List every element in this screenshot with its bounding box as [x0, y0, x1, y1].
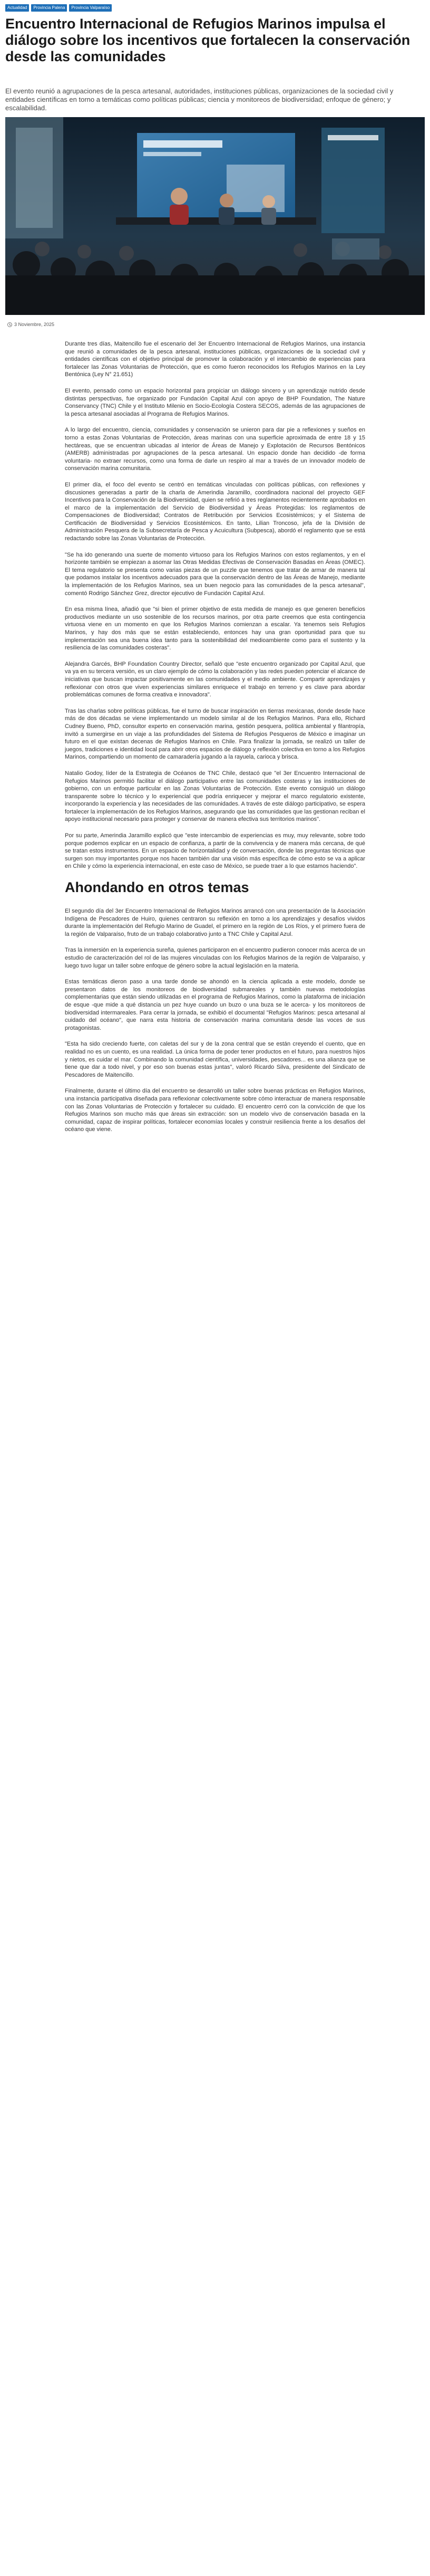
- article-paragraph: Natalio Godoy, líder de la Estrategia de Océanos de TNC Chile, destacó que "el 3er Encuentro Internacional de Refugios Marinos permitió facilitar el diálogo participativo entre las comunidades costeras y las instituciones de gobierno, con un enfoque particular en las Zonas Voluntarias de Protección. Este evento consiguió un diálogo transparente sobre lo técnico y lo experiencial que podría enriquecer y mejorar el marco regulatorio existente, incorporando la experiencia y las necesidades de las comunidades. A través de este diálogo participativo, se espera fortalecer la implementación de los Refugios Marinos, asegurando que las comunidades que las gestionan reciban el apoyo institucional necesario para proteger y conservar de manera efectiva sus territorios marinos".: [65, 770, 365, 823]
- article-paragraph: Alejandra Garcés, BHP Foundation Country Director, señaló que "este encuentro organizado por Capital Azul, que va ya en su tercera versión, es un claro ejemplo de cómo la colaboración y las redes pueden potenciar el alcance de iniciativas que buscan impactar positivamente en las comunidades y el medio ambiente. Compartir aprendizajes y reflexionar con otros que viven experiencias similares enriquece el trabajo en terreno y es clave para abordar problemáticas comunes de forma creativa e innovadora".: [65, 660, 365, 698]
- article-paragraph: Durante tres días, Maitencillo fue el escenario del 3er Encuentro Internacional de Refugios Marinos, una instancia que reunió a comunidades de la pesca artesanal, instituciones públicas, organizaciones de la sociedad civil y entidades científicas con el objetivo principal de promover la colaboración y el intercambio de experiencias para fortalecer las Zonas Voluntarias de Protección, que es como fueron reconocidos los Refugios Marinos en la Ley Bentónica (Ley N° 21.651): [65, 341, 365, 378]
- article-section: [65, 340, 365, 870]
- article-paragraph: Por su parte, Amerindia Jaramillo explicó que "este intercambio de experiencias es muy, muy relevante, sobre todo porque podemos explicar en un espacio de confianza, a partir de la convivencia y de manera más cercana, de qué se tratan estos instrumentos. En un espacio de horizontalidad y de conversación, donde las preguntas técnicas que surgen son muy importantes porque nos hacen también dar una visión más específica de cómo esto se va a aplicar en Chile y cómo la experiencia internacional, en este caso de México, se puede traer a lo que estamos haciendo".: [65, 832, 365, 870]
- article-body: [65, 340, 365, 1142]
- category-tags: [5, 4, 112, 12]
- conference-photo-illustration: [5, 117, 425, 315]
- article-paragraph: En esa misma línea, añadió que "si bien el primer objetivo de esta medida de manejo es que generen beneficios productivos mediante un uso sostenible de los recursos marinos, por otra parte creemos que esta contingencia virtuosa viene en un momento en que los Refugios Marinos comienzan a escalar. Ya tenemos seis Refugios Marinos, y hay dos más que se están estableciendo, entonces hay una gran oportunidad para que su implementación sea una buena idea tanto para la sostenibilidad del medioambiente como para el sustento y la resiliencia de las comunidades costeras".: [65, 606, 365, 652]
- article-paragraph: Finalmente, durante el último día del encuentro se desarrolló un taller sobre buenas prácticas en Refugios Marinos, una instancia participativa diseñada para reflexionar colectivamente sobre cómo interactuar de manera responsable con las Zonas Voluntarias de Protección y fortalecer su cuidado. El encuentro cerró con la convicción de que los Refugios Marinos son mucho más que áreas sin extracción: son un modelo vivo de conservación basada en la comunidad, capaz de inspirar políticas, fortalecer economías locales y construir resiliencia frente a los desafíos del océano que viene.: [65, 1088, 365, 1133]
- conference-photo: [5, 117, 425, 315]
- article-paragraph: "Esta ha sido creciendo fuerte, con caletas del sur y de la zona central que se están creyendo el cuento, que en realidad no es un cuento, es una realidad. La única forma de poder tener productos en el futuro, para nuestros hijos y nietos, es cuidar el mar. Combinando la comunidad científica, universidades, pescadores... es una alianza que se tiene que dar a todo nivel, y por eso son buenas estas juntas", valoró Ricardo Silva, presidente del Sindicato de Pescadores de Maitencillo.: [65, 1041, 365, 1078]
- clock-icon: [7, 322, 12, 327]
- article-paragraph: Tras la inmersión en la experiencia sureña, quienes participaron en el encuentro pudieron conocer más acerca de un estudio de caracterización del rol de las mujeres vinculadas con los Refugios Marinos de la región de Valparaíso, y luego tuvo lugar un taller sobre enfoque de género sobre la actual legislación en la materia.: [65, 947, 365, 969]
- article-paragraph: Estas temáticas dieron paso a una tarde donde se ahondó en la ciencia aplicada a este modelo, donde se presentaron datos de los monitoreos de biodiversidad submareales y también nuevas metodologías complementarias que están siendo utilizadas en el programa de Refugios Marinos, como la plataforma de iniciación de esque -que mide a qué distancia un pez huye cuando un buzo o una buza se le acerca- y los monitoreos de biodiversidad intermareales. Para cerrar la jornada, se exhibió el documental "Refugios Marinos: pesca artesanal al cuidado del océano", que narra esta historia de conservación marina comunitaria desde las voces de sus protagonistas.: [65, 979, 365, 1031]
- article-paragraph: El primer día, el foco del evento se centró en temáticas vinculadas con políticas públicas, con reflexiones y discusiones generadas a partir de la charla de Amerindia Jaramillo, coordinadora nacional del proyecto GEF Incentivos para la Conservación de la Biodiversidad, quien se refirió a tres reglamentos recientemente aprobados en el marco de la implementación del Servicio de Biodiversidad y Áreas Protegidas: los reglamentos de Compensaciones de Biodiversidad; Contratos de Retribución por Servicios Ecosistémicos; y el Sistema de Certificación de Biodiversidad y Servicios Ecosistémicos. En tanto, Lilian Troncoso, jefa de la División de Administración Pesquera de la Subsecretaría de Pesca y Acuicultura (Subpesca), abordó el reglamento que se está redactando sobre las Zonas Voluntarias de Protección.: [65, 481, 365, 542]
- article-paragraph: "Se ha ido generando una suerte de momento virtuoso para los Refugios Marinos con estos reglamentos, y en el horizonte también se empiezan a asomar las Otras Medidas Efectivas de Conservación Basadas en Áreas (OMEC). El tema regulatorio se presenta como varias piezas de un puzzle que tenemos que tratar de armar de manera tal que podamos instalar los incentivos adecuados para que la conservación dentro de las Áreas de Manejo, mediante la implementación de los Refugios Marinos, sea un buen negocio para las comunidades de la pesca artesanal", comentó Rodrigo Sánchez Grez, director ejecutivo de Fundación Capital Azul.: [65, 551, 365, 597]
- article-title: Encuentro Internacional de Refugios Marinos impulsa el diálogo sobre los incentivos que fortalecen la conservación desde las comunidades: [5, 16, 411, 64]
- category-tag[interactable]: Provincia Palena: [31, 4, 67, 12]
- publish-date: [7, 322, 54, 327]
- article-paragraph: El segundo día del 3er Encuentro Internacional de Refugios Marinos arrancó con una presentación de la Asociación Indígena de Pescadores de Huiro, quienes centraron su reflexión en torno a los aprendizajes y desafíos vividos durante la implementación del Refugio Marino de Guadel, el primero en la región de Los Ríos, y el primero fuera de la región de Valparaíso, fruto de un trabajo colaborativo junto a TNC Chile y Capital Azul.: [65, 908, 365, 937]
- article-section: [65, 879, 365, 1134]
- category-tag[interactable]: Actualidad: [5, 4, 29, 12]
- article-paragraph: El evento, pensado como un espacio horizontal para propiciar un diálogo sincero y un aprendizaje nutrido desde distintas perspectivas, fue organizado por Fundación Capital Azul con apoyo de BHP Foundation, The Nature Conservancy (TNC) Chile y el Instituto Milenio en Socio-Ecología Costera SECOS, además de las agrupaciones de la pesca artesanal asociadas al Programa de Refugios Marinos.: [65, 387, 365, 417]
- publish-date-text: 3 Noviembre, 2025: [14, 322, 55, 327]
- article-paragraph: Tras las charlas sobre políticas públicas, fue el turno de buscar inspiración en tierras mexicanas, donde desde hace más de dos décadas se viene implementando un modelo similar al de los Refugios Marinos. Para ello, Richard Cudney Bueno, PhD, consultor experto en conservación marina, gestión pesquera, política ambiental y filantropía, invitó a sumergirse en un viaje a las profundidades del Sistema de Refugios Pesqueros de México e imaginar un futuro en el que existan decenas de Refugios Marinos en Chile. Para finalizar la jornada, se realizó un taller de juegos, tradiciones e identidad local para abrir otros espacios de diálogo y reflexión colectiva en torno a los Refugios Marinos, compartiendo un momento de camaradería jugando a la rayuela, carioca y brisca.: [65, 707, 365, 761]
- section-heading: Ahondando en otros temas: [65, 879, 249, 896]
- article-lead: El evento reunió a agrupaciones de la pesca artesanal, autoridades, instituciones públicas, organizaciones de la sociedad civil y entidades científicas en torno a temáticas como políticas públicas; ciencia y monitoreos de biodiversidad; enfoque de género; y escalabilidad.: [5, 87, 394, 112]
- category-tag[interactable]: Provincia Valparaíso: [69, 4, 112, 12]
- article-paragraph: A lo largo del encuentro, ciencia, comunidades y conservación se unieron para dar pie a reflexiones y sueños en torno a estas Zonas Voluntarias de Protección, áreas marinas con una superficie aproximada de entre 18 y 15 hectáreas, que se encuentran ubicadas al interior de Áreas de Manejo y Explotación de Recursos Bentónicos (AMERB) administradas por agrupaciones de la pesca artesanal. Un espacio donde han decidido -de forma voluntaria- no extraer recursos, como una forma de darle un respiro al mar a través de un innovador modelo de conservación marina comunitaria.: [65, 427, 365, 472]
